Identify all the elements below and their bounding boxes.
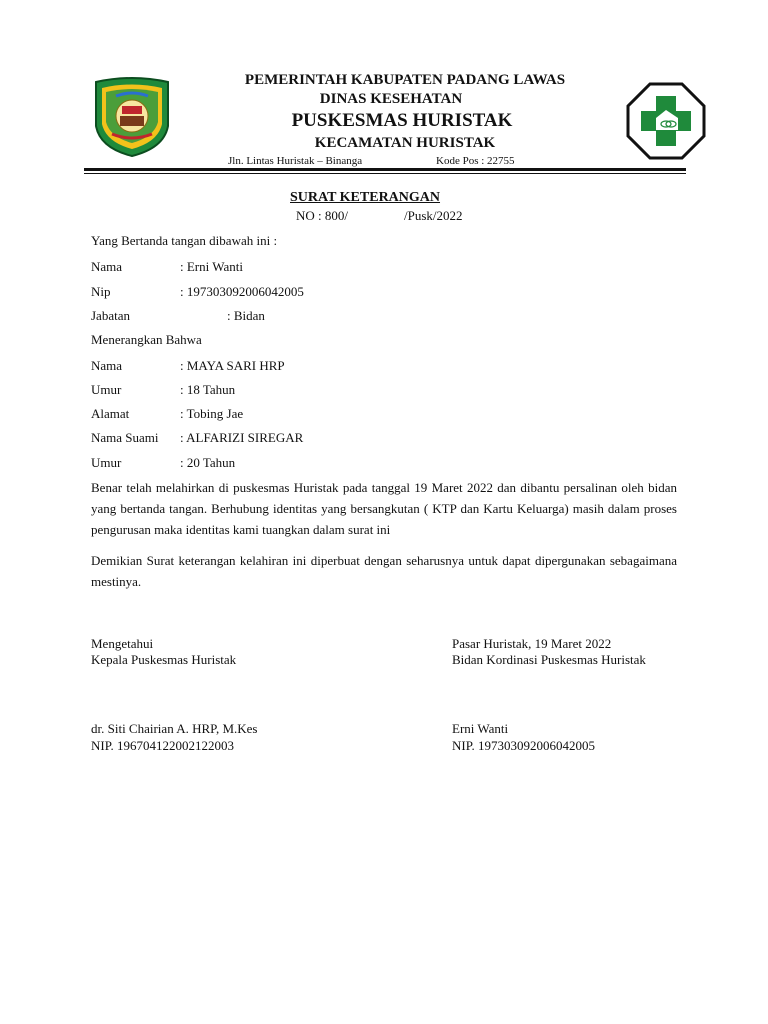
signer-name-label: Nama xyxy=(91,259,123,274)
header-department: DINAS KESEHATAN xyxy=(319,91,463,107)
letterhead-divider xyxy=(84,168,686,171)
signer-position-label: Jabatan xyxy=(91,308,130,323)
husband-age-value: : 20 Tahun xyxy=(180,455,236,470)
intro-text: Yang Bertanda tangan dibawah ini : xyxy=(91,233,278,248)
subject-age-value: : 18 Tahun xyxy=(180,382,236,397)
subject-address-value: : Tobing Jae xyxy=(180,406,244,421)
right-signature-line1: Pasar Huristak, 19 Maret 2022 xyxy=(452,636,612,651)
husband-name-value: : ALFARIZI SIREGAR xyxy=(180,430,304,445)
right-signatory-nip: NIP. 197303092006042005 xyxy=(452,738,596,753)
subject-age-label: Umur xyxy=(91,382,122,397)
husband-age-label: Umur xyxy=(91,455,122,470)
document-number-suffix: /Pusk/2022 xyxy=(404,208,463,223)
left-signature-line2: Kepala Puskesmas Huristak xyxy=(91,652,237,667)
header-address: Jln. Lintas Huristak – Binanga xyxy=(228,155,363,167)
header-institution: PUSKESMAS HURISTAK xyxy=(291,110,513,131)
header-government: PEMERINTAH KABUPATEN PADANG LAWAS xyxy=(244,72,566,88)
regency-crest-logo xyxy=(92,76,172,158)
subject-name-value: : MAYA SARI HRP xyxy=(180,358,285,373)
left-signatory-nip: NIP. 196704122002122003 xyxy=(91,738,235,753)
left-signatory-name: dr. Siti Chairian A. HRP, M.Kes xyxy=(91,721,258,736)
statement-paragraph: Benar telah melahirkan di puskesmas Huristak pada tanggal 19 Maret 2022 dan dibantu persalinan oleh bidan yang bertanda tangan. Berhubung identitas yang bersangkutan ( KTP dan Kartu Keluarga) masih dalam proses pengurusan maka identitas kami tuangkan dalam surat ini xyxy=(91,480,677,537)
letterhead-divider-thin xyxy=(84,173,686,174)
header-district: KECAMATAN HURISTAK xyxy=(314,135,496,151)
right-signature-line2: Bidan Kordinasi Puskesmas Huristak xyxy=(452,652,646,667)
closing-paragraph: Demikian Surat keterangan kelahiran ini diperbuat dengan seharusnya untuk dapat dipergunakan sebagaimana mestinya. xyxy=(91,553,677,589)
subject-name-label: Nama xyxy=(91,358,123,373)
document-number xyxy=(296,208,463,224)
subject-address-label: Alamat xyxy=(91,406,130,421)
signer-nip-value: : 197303092006042005 xyxy=(180,284,304,299)
puskesmas-cross-logo xyxy=(626,82,706,160)
signer-name-value: : Erni Wanti xyxy=(180,259,243,274)
document-title: SURAT KETERANGAN xyxy=(290,190,441,205)
header-postal-code: Kode Pos : 22755 xyxy=(436,155,515,167)
husband-name-label: Nama Suami xyxy=(91,430,159,445)
document-number-prefix: NO : 800/ xyxy=(296,208,348,223)
signer-position-value: : Bidan xyxy=(227,308,265,323)
menerangkan-text: Menerangkan Bahwa xyxy=(91,332,202,347)
left-signature-line1: Mengetahui xyxy=(91,636,154,651)
right-signatory-name: Erni Wanti xyxy=(452,721,509,736)
signer-nip-label: Nip xyxy=(91,284,111,299)
